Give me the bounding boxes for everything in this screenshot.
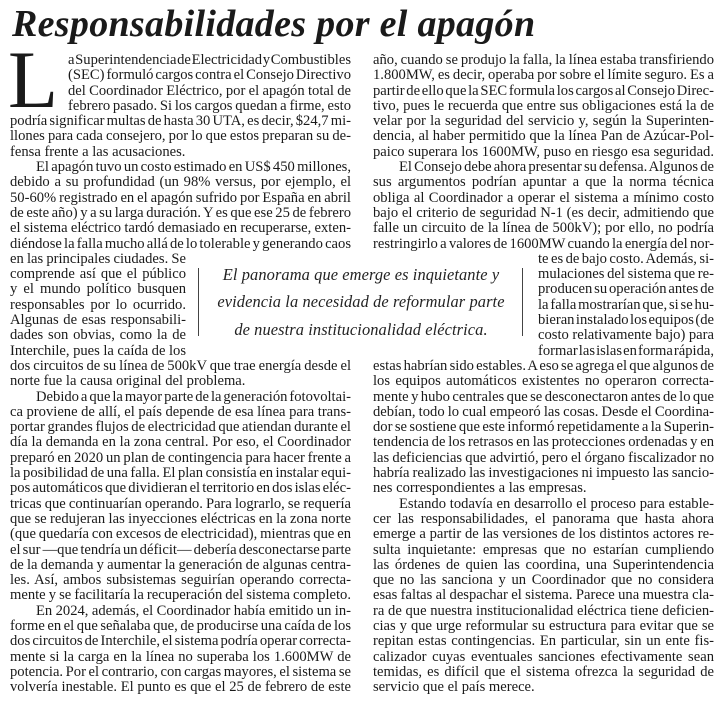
text-line [373,604,714,619]
text-line-content: debían, todo lo cual empeoró las cosas. Desde el Coordina- [373,403,714,420]
text-line-content: el sur —que tendría un déficit— debería desconectarse parte [10,541,351,558]
text-line [373,588,714,603]
text-line [373,527,714,542]
text-line-content: año, cuando se produjo la falla, la línea estaba transfiriendo [373,52,714,68]
text-line-content: fensa frente a las acusaciones. [10,143,186,160]
text-line [10,573,351,588]
pull-quote-line: evidencia la necesidad de reformular parte [217,292,505,311]
text-line-content: Algunas de esas responsabili- [10,312,186,329]
text-line [373,680,714,695]
text-line-content: debido a su profundidad (un 98% versus, por ejemplo, el [10,174,351,191]
text-line [10,267,186,282]
text-line-content: de la demanda y aumentar la generación de algunas centra- [10,556,351,573]
text-line-content: repitan estas contingencias. En particular, sin un ente fis- [373,633,714,650]
text-line [68,84,351,99]
text-line [10,221,351,236]
text-line [10,451,351,466]
text-line-content: El Consejo debe ahora presentar su defensa. Algunos de [399,159,714,176]
text-line-content: ca proviene de allí, el país depende de esa línea para trans- [10,403,351,420]
text-line [373,68,714,83]
text-line [538,282,714,297]
pull-quote-right-rule [522,268,523,336]
text-line [10,328,186,343]
text-line-content: (que quedaría con excesos de electricidad), mientras que en [10,526,351,543]
text-line [10,420,351,435]
pull-quote-line: El panorama que emerge es inquietante y [222,265,500,284]
text-line [10,282,186,297]
text-line-content: del Coordinador Eléctrico, por el apagón total de [68,82,351,99]
text-line [373,619,714,634]
text-line [36,160,351,175]
text-line [538,298,714,313]
text-line-content: (SEC) formuló cargos contra el Consejo Directivo [68,67,351,84]
text-line [10,481,351,496]
text-line-content: bajo el criterio de seguridad N-1 (es decir, admitiendo que [373,204,714,221]
text-line [10,634,351,649]
text-line [10,206,351,221]
text-line-content: que no las sanciona y un Coordinador que no considera [373,572,714,589]
text-line-content: llones para cada consejero, por lo que estos preparan su de- [10,128,351,145]
text-line [10,558,351,573]
text-line-content: 1.800MW, es decir, operaba por sobre el límite seguro. Es a [373,67,714,84]
text-line [10,680,351,695]
text-line-content: febrero pasado. Si los cargos quedan a firme, esto [68,97,351,114]
text-line [373,390,714,405]
text-line-content: sus argumentos podrían apuntar a que la norma técnica [373,174,714,191]
text-line-content: esas faltas al despachar el sistema. Parece una muestra cla- [373,587,714,604]
text-line [373,435,714,450]
text-line-content: en las principales ciudades. Se [10,250,186,267]
text-line-content: mente y hubo centrales que se desconectaron antes de lo que [373,388,714,405]
text-line [68,53,351,68]
text-line [373,129,714,144]
text-line-content: sulta inquietante: empresas que no estarían cumpliendo [373,541,714,558]
text-line-content: y el mundo político busquen [10,281,186,298]
text-line [373,99,714,114]
text-line-content: El apagón tuvo un costo estimado en US$ 450 millones, [36,159,351,176]
text-line [373,420,714,435]
text-line [36,604,351,619]
text-line [373,573,714,588]
text-line-content: calizador cuyas eventuales sanciones efectivamente sean [373,648,714,665]
text-line-content: bieran instalado los equipos (de [538,312,714,329]
text-line [10,650,351,665]
text-line [10,145,351,160]
article-title: Responsabilidades por el apagón [12,3,536,45]
text-line [10,543,351,558]
text-line [399,160,714,175]
text-line-content: mulaciones del sistema que re- [538,266,714,283]
text-line [538,267,714,282]
right-column [373,53,714,695]
text-line-content: la posibilidad de una falla. El plan consistía en instalar equi- [10,465,351,482]
text-line [373,451,714,466]
text-line [373,221,714,236]
text-line-content: norte fue la causa original del problema. [10,373,246,390]
text-line-content: que se redujeran las inyecciones eléctricas en la zona norte [10,510,351,527]
text-line-content: diéndose la falla mucho allá de lo tolerable y generando caos [10,235,351,252]
text-line-content: dencia, al haber permitido que la línea Pan de Azúcar-Pol- [373,128,714,145]
text-line [10,175,351,190]
text-line-content: el sistema eléctrico tardó demasiado en recuperarse, exten- [10,220,351,237]
drop-cap: L [8,34,59,125]
text-line-content: Estando todavía en desarrollo el proceso para estable- [399,495,714,512]
text-line [68,68,351,83]
text-line [373,405,714,420]
text-line-content: formar las islas en forma rápida, [538,342,714,359]
text-line [10,298,186,313]
text-line-content: partir de ello que la SEC formula los cargos al Consejo Direc- [373,82,714,99]
text-line [10,512,351,527]
text-line-content: volvería inestable. El punto es que el 25 de febrero de este [10,679,351,696]
text-line-content: En 2024, además, el Coordinador había emitido un in- [36,602,351,619]
text-line [538,313,714,328]
left-column [10,53,351,695]
text-line-content: mente si la carga en la línea no superaba los 1.600MW de [10,648,351,665]
text-line-content: tivo, pues le recuerda que entre sus obligaciones está la de [373,97,714,114]
text-line [68,99,351,114]
text-line [373,374,714,389]
text-line [10,405,351,420]
text-line-content: restringirlo a valores de 1600MW cuando la energía del nor- [373,235,714,252]
text-line-content: mente y se facilitaría la recuperación del sistema completo. [10,587,351,604]
text-line [399,497,714,512]
text-line [373,650,714,665]
text-line [36,390,351,405]
text-line-content: les. Así, ambos subsistemas seguirían operando correcta- [10,572,351,589]
text-line-content: costo relativamente bajo) para [538,327,714,344]
text-line [373,175,714,190]
text-line-content: los equipos automáticos existentes no operaron correcta- [373,373,714,390]
text-line-content: dos circuitos de su línea de 500kV que trae energía desde el [10,357,351,374]
text-line [10,359,351,374]
text-line [373,558,714,573]
text-line-content: portar grandes flujos de electricidad que atiendan durante el [10,419,351,436]
text-line [538,252,714,267]
text-line [10,191,351,206]
text-line-content: forme en el que señalaba que, de producirse una caída de los [10,617,351,634]
pull-quote-line: de nuestra institucionalidad eléctrica. [234,320,488,339]
text-line [10,114,351,129]
text-line-content: dos circuitos de Interchile, el sistema podría operar correcta- [10,633,351,650]
text-line [10,527,351,542]
text-line-content: paico superara los 1600MW, puso en riesgo esa seguridad. [373,143,714,160]
text-line-content: la falla mostrarían que, si se hu- [538,296,714,313]
text-line-content: pos automáticos que dividieran el territorio en dos islas eléc- [10,480,351,497]
text-line [373,206,714,221]
text-line [373,237,714,252]
text-line [10,344,186,359]
text-line-content: tricas que continuarían operando. Para lograrlo, se requería [10,495,351,512]
text-line [373,543,714,558]
text-line-content: estas habrían sido estables. A eso se agrega el que algunos de [373,357,714,374]
text-line [373,665,714,680]
text-line [10,665,351,680]
text-line-content: cer las responsabilidades, el panorama que hasta ahora [373,510,714,527]
text-line-content: comprende así que el público [10,266,186,283]
text-line-content: 50-60% registrado en el apagón sufrido por España en abril [10,189,351,206]
text-line-content: día la demanda en la zona central. Por eso, el Coordinador [10,434,351,451]
text-line [373,481,714,496]
text-line [373,114,714,129]
text-line [373,53,714,68]
text-line [10,435,351,450]
text-line-content: tendencia de los retrasos en las protecciones ordenadas y en [373,434,714,451]
text-line [10,313,186,328]
text-line-content: de este año) y a su larga duración. Y es que ese 25 de febrero [10,204,351,221]
text-line [10,466,351,481]
text-line [10,252,186,267]
pull-quote-left-rule [198,268,199,336]
text-line-content: podría significar multas de hasta 30 UTA, es decir, $24,7 mi- [10,113,351,130]
text-line-content: servicio que el país merece. [373,679,535,696]
text-line [373,512,714,527]
text-line [373,84,714,99]
text-line-content: emerge a partir de las versiones de los distintos actores re- [373,526,714,543]
text-line-content: habría realizado las investigaciones ni impuesto las sancio- [373,465,714,482]
text-line [10,497,351,512]
text-line-content: ra de que nuestra institucionalidad eléctrica tiene deficien- [373,602,714,619]
text-line-content: te es de bajo costo. Además, si- [538,250,714,267]
text-line-content: falle un circuito de la línea de 500kV); por ello, no podría [373,220,714,237]
text-line-content: producen su operación antes de [538,281,714,298]
text-line-content: nes correspondientes a las empresas. [373,480,587,497]
text-line [538,328,714,343]
text-line-content: dades son obvias, como la de [10,327,186,344]
text-line [538,344,714,359]
text-line-content: a Superintendencia de Electricidad y Combustibles [68,52,351,68]
text-line-content: obliga al Coordinador a operar el sistema a mínimo costo [373,189,714,206]
text-line-content: las órdenes de quien las coordina, una Superintendencia [373,556,714,573]
text-line-content: dor se sostiene que este informó repetidamente a la Superin- [373,419,714,436]
text-line [373,191,714,206]
text-line-content: velar por la seguridad del servicio y, según la Superinten- [373,113,714,130]
text-line [373,466,714,481]
text-line-content: Interchile, pues la caída de los [10,342,186,359]
text-line-content: cias y que urge reformular su estructura para evitar que se [373,617,714,634]
text-line [373,359,714,374]
text-line-content: Debido a que la mayor parte de la generación fotovoltai- [36,388,351,405]
text-line-content: temidas, es difícil que el sistema ofrezca la seguridad de [373,663,714,680]
text-line [10,237,351,252]
text-line [10,619,351,634]
text-line [10,374,351,389]
text-line-content: potencia. Por el contrario, con cargas mayores, el sistema se [10,663,351,680]
text-line [10,588,351,603]
text-line [373,145,714,160]
text-line-content: responsables por lo ocurrido. [10,296,186,313]
text-line [373,634,714,649]
text-line-content: preparó en 2020 un plan de contingencia para hacer frente a [10,449,351,466]
text-line [10,129,351,144]
text-line-content: las deficiencias que advirtió, pero el órgano fiscalizador no [373,449,714,466]
